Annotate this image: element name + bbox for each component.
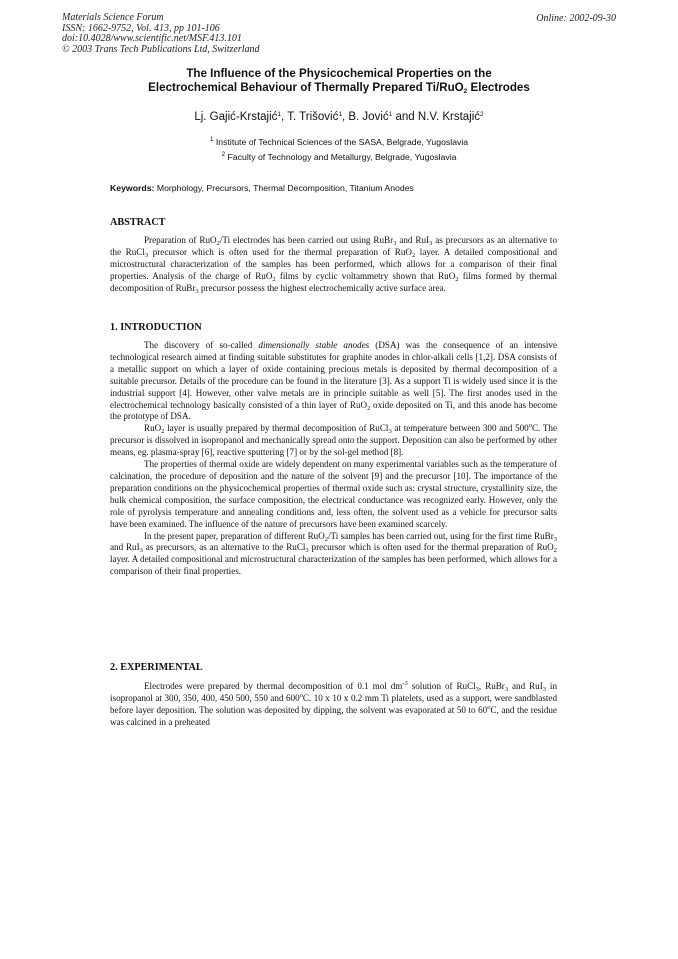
affiliation-1: $^1$ Institute of Technical Sciences of the SASA, Belgrade, Yugoslavia — [209, 136, 469, 147]
intro-paragraph-3: The properties of thermal oxide are widely dependent on many experimental variables such as the temperature of calcination, the procedure of deposition and the nature of the solvent [9] and the precursor [10]. The importance of the preparation conditions on the physicochemical properties of thermal oxide such as: crystal structure, crystallinity size, the bulk chemical composition, the surface composition, the electrical conductance was recognized early. However, only the role of pyrolysis temperature and annealing conditions and, less often, the solvent used as a vehicle for precursor salts have been examined. The influence of the nature of precursors have been examined scarcely. — [110, 459, 557, 529]
abstract-paragraph: Preparation of RuO$_2$/Ti electrodes has been carried out using RuBr$_3$ and RuI$_3$ as precursors as an alternative to the RuCl$_3$ precursor which is often used for the thermal preparation of RuO$_2$ layer. A detailed compositional and microstructural characterization of the samples has been performed, which allows for a comparison of their final properties. Analysis of the charge of RuO$_2$ films by cyclic voltammetry shown that RuO$_2$ films formed by thermal decomposition of RuBr$_3$ precursor possess the highest electrochemically active surface area. — [110, 235, 557, 295]
abstract-body — [110, 235, 557, 295]
issn-line: ISSN: 1662-9752, Vol. 413, pp 101-106 — [62, 22, 220, 34]
author-list: Lj. Gajić-Krstajić$^1$, T. Trišović$^1$, B. Jović$^1$ and N.V. Krstajić$^2$ — [194, 111, 484, 123]
intro-paragraph-2: RuO$_2$ layer is usually prepared by thermal decomposition of RuCl$_3$ at temperature between 300 and 500$^o$C. The precursor is dissolved in isopropanol and mechanically spread onto the support. Deposition can also be performed by other means, eg. plasma-spray [6], reactive sputtering [7] or by the sol-gel method [8]. — [110, 422, 558, 458]
title-line-2: Electrochemical Behaviour of Thermally Prepared Ti/RuO$_2$ Electrodes — [148, 81, 530, 95]
journal-header — [62, 13, 260, 55]
copyright-line: © 2003 Trans Tech Publications Ltd, Switzerland — [62, 43, 260, 55]
journal-name: Materials Science Forum — [62, 12, 164, 23]
introduction-body — [110, 340, 557, 578]
experimental-body — [110, 681, 557, 729]
keywords-text: Morphology, Precursors, Thermal Decomposition, Titanium Anodes — [154, 183, 414, 193]
paper-title — [62, 67, 616, 95]
abstract-heading: ABSTRACT — [110, 217, 166, 228]
intro-paragraph-4: In the present paper, preparation of different RuO$_2$/Ti samples has been carried out, using for the first time RuBr$_3$ and RuI$_3$ as precursors, as an alternative to the RuCl$_3$ precursor which is often used for the thermal preparation of RuO$_2$ layer. A detailed compositional and microstructural characterization of the samples has been performed, which allows for a comparison of their final properties. — [110, 530, 558, 577]
experimental-paragraph: Electrodes were prepared by thermal decomposition of 0.1 mol $dm^{-3}$ solution of RuCl$_3$, RuBr$_3$ and RuI$_3$ in isopropanol at 300, 350, 400, 450 500, 550 and 600$^o$C. 10 x 10 x 0.2 mm Ti platelets, used as a support, were sandblasted before layer deposition. The solution was deposited by dipping, the solvent was evaporated at 50 to 60$^o$C, and the residue was calcined in a preheated — [110, 680, 557, 727]
keywords-label: Keywords: — [110, 183, 155, 193]
online-date: Online: 2002-09-30 — [536, 13, 616, 24]
doi-line: doi:10.4028/www.scientific.net/MSF.413.101 — [62, 33, 242, 45]
affiliation-2: $^2$ Faculty of Technology and Metallurgy, Belgrade, Yugoslavia — [221, 151, 457, 162]
introduction-heading: 1. INTRODUCTION — [110, 322, 202, 333]
intro-paragraph-1: The discovery of so-called dimensionally stable anodes (DSA) was the consequence of an intensive technological research aimed at finding suitable substitutes for graphite anodes in chlor-alkali cells [1,2]. DSA consists of a metallic support on which a layer of oxide containing precious metals is deposited by thermal decomposition of a suitable precursor. Details of the procedure can be found in the literature [3]. As a support Ti is widely used since it is the industrial support [4]. However, other valve metals are in principle suitable as well [5]. The first anodes used in the electrochemical technology basically consisted of a thin layer of RuO$_2$ oxide deposited on Ti, and this anode has become the prototype of DSA. — [110, 340, 558, 422]
title-line-1: The Influence of the Physicochemical Properties on the — [186, 67, 492, 80]
experimental-heading: 2. EXPERIMENTAL — [110, 662, 203, 673]
keywords — [110, 183, 414, 193]
